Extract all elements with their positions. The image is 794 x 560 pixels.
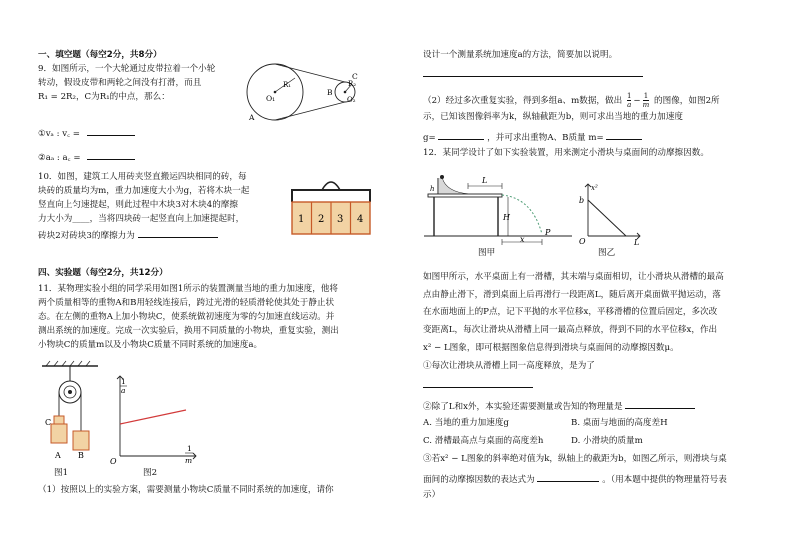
q12-sub2 [423, 399, 695, 413]
clamp-frame [292, 190, 370, 202]
q12-line6: x² − L图象，即可根据图象信息得到滑块与桌面间的动摩擦因数μ。 [423, 343, 679, 353]
q10-line4: 力大小为____，当将四块砖一起竖直向上加速提起时， [38, 214, 245, 224]
q10-blank[interactable] [138, 228, 218, 238]
q12-line1: 12．某同学设计了如下实验装置，用来测定小滑块与桌面间的动摩擦因数。 [423, 148, 709, 158]
option-a[interactable]: A. 当地的重力加速度g [423, 418, 509, 428]
origin-label: O [110, 457, 117, 466]
q10-line5 [38, 228, 218, 242]
mu-blank[interactable] [537, 472, 599, 482]
slide-table-figure [424, 166, 574, 260]
label-x: x [520, 235, 525, 244]
section-fill-title: 一、填空题（每空2分，共8分） [38, 50, 162, 60]
weight-a [51, 424, 67, 443]
graph-line [588, 200, 626, 236]
q9-line3: R₁ = 2R₂，C为R₁的中点，那么： [38, 92, 170, 102]
option-d[interactable]: D. 小滑块的质量m [571, 436, 643, 446]
table-top [428, 194, 502, 197]
fraction-2-num: 1 [643, 92, 649, 100]
q12-sub3-text: 面间的动摩擦因数的表达式为 [423, 475, 535, 485]
fraction-1-over-m [643, 92, 650, 109]
block-c [54, 416, 64, 424]
q9-answer2 [38, 150, 135, 164]
q11-part2-text-a: （2）经过多次重复实验，得到多组a、m数据，做出 [423, 96, 623, 106]
graph-x-label: L [634, 238, 640, 246]
q11-part2-m-label: ，并可求出重物A、B质量 m= [487, 133, 604, 143]
fraction-1-num: 1 [626, 92, 632, 100]
belt-top [275, 64, 345, 82]
figure-2-caption: 图2 [143, 468, 158, 478]
x-label-num: 1 [187, 444, 192, 453]
answer-line-sub1[interactable] [423, 387, 533, 388]
label-b: B [78, 451, 84, 460]
label-c: C [45, 418, 52, 427]
q10-line1: 10．如图，建筑工人用砖夹竖直搬运四块相同的砖，每 [38, 172, 247, 182]
q10-line5-text: 砖块2对砖块3的摩擦力为 [38, 231, 135, 241]
y-label-num: 1 [121, 377, 126, 386]
graph-intercept-label: b [579, 196, 585, 205]
belt-wheel-figure [240, 60, 370, 125]
graph-y-label: x² [591, 184, 598, 192]
option-b[interactable]: B. 桌面与地面的高度差H [571, 418, 668, 428]
pulley-axle [68, 390, 72, 394]
section-experiment-title: 四、实验题（每空2分，共12分） [38, 268, 168, 278]
q12-sub3-line3: 示） [423, 490, 441, 500]
q11-line4: 测出系统的加速度。完成一次实验后，换用不同质量的小物块，重复实验，测出 [38, 326, 339, 336]
label-P: P [545, 228, 551, 237]
fraction-1-over-a [627, 92, 631, 109]
sub2-blank[interactable] [625, 399, 695, 409]
label-r1: R₁ [283, 81, 292, 89]
q11-line1: 11．某物理实验小组的同学采用如图1所示的装置测量当地的重力加速度，他将 [38, 284, 338, 294]
q10-line3: 竖直向上匀速提起，则此过程中木块3对木块4的摩擦 [38, 200, 238, 210]
q11-part1-cont: 设计一个测量系统加速度a的方法，简要加以说明。 [423, 50, 618, 60]
q11-part1: （1）按照以上的实验方案，需要测量小物块C质量不同时系统的加速度，请你 [38, 485, 334, 495]
center-o1 [274, 91, 277, 94]
label-H: H [503, 213, 510, 222]
m-blank[interactable] [606, 130, 642, 140]
graph-1a-vs-1m [106, 372, 202, 468]
slider-block [440, 175, 444, 179]
q12-sub3-note: 。（用本题中提供的物理量符号表 [602, 475, 727, 485]
q12-line3: 点由静止滑下，滑到桌面上后再滑行一段距离L，随后离开桌面做平抛运动，落 [423, 290, 721, 300]
g-blank[interactable] [438, 130, 484, 140]
ceiling-hatch [46, 361, 90, 366]
label-l: L [482, 176, 488, 185]
x-label-den: m [185, 456, 193, 465]
brick-label-3: 3 [337, 214, 344, 225]
q9-line2: 转动，假设皮带和两轮之间没有打滑，而且 [38, 78, 202, 88]
graph-origin-label: O [579, 237, 586, 246]
y-label-den: a [121, 386, 126, 395]
q9-line1: 9．如图所示，一个大轮通过皮带拉着一个小轮 [38, 64, 216, 74]
center-o2 [344, 91, 347, 94]
q11-part2-g-label: g= [423, 133, 436, 143]
q12-line2: 如图甲所示，水平桌面上有一滑槽，其末端与桌面相切，让小滑块从滑槽的最高 [423, 272, 724, 282]
q9-answer1-label: ①vₐ : v꜀ = [38, 129, 80, 139]
q12-sub3-line2 [423, 472, 727, 486]
q10-line2: 块砖的质量均为m，重力加速度大小为g，若将木块一起 [38, 186, 250, 196]
q9-answer2-blank[interactable] [87, 150, 135, 160]
q12-sub3-line1: ③若x² − L图象的斜率绝对值为k，纵轴上的截距为b，如图乙所示，则滑块与桌 [423, 454, 727, 464]
q12-sub2-text: ②除了L和x外，本实验还需要测量或告知的物理量是 [423, 402, 623, 412]
label-r2: R₂ [348, 80, 357, 88]
belt-bottom [275, 102, 345, 120]
fraction-2-den: m [642, 101, 650, 109]
q12-line5: 变距离L，每次让滑块从滑槽上同一最高点释放，得到不同的水平位移x，作出 [423, 325, 718, 335]
label-a: A [249, 113, 255, 122]
q11-part2-line1: （2）经过多次重复实验，得到多组a、m数据，做出 $\frac{1}{a}$ − $\frac{1}{m}$ 的图像，如图2所 [423, 92, 720, 109]
figure-1-caption: 图1 [54, 468, 69, 478]
brick-label-1: 1 [298, 214, 305, 225]
answer-line-method[interactable] [423, 76, 643, 77]
figure-jia-caption: 图甲 [478, 248, 496, 258]
q11-line2: 两个质量相等的重物A和B用轻线连接后，跨过光滑的轻质滑轮使其处于静止状 [38, 298, 335, 308]
q9-answer1-blank[interactable] [87, 126, 135, 136]
q11-part2-line3 [423, 130, 642, 144]
data-line [120, 410, 186, 424]
q11-line3: 态。在左侧的重物A上加小物块C，使系统做初速度为零的匀加速直线运动。并 [38, 312, 335, 322]
brick-label-2: 2 [318, 214, 325, 225]
pulley-figure [38, 360, 108, 460]
option-c[interactable]: C. 滑槽最高点与桌面的高度差h [423, 436, 544, 446]
clamp-handle [322, 182, 340, 190]
q12-sub1: ①每次让滑块从滑槽上同一高度释放，是为了 [423, 361, 595, 371]
label-o2: O₂ [347, 96, 356, 104]
q11-part2-line2: 示，已知该图像斜率为k，纵轴截距为b，则可求出当地的重力加速度 [423, 112, 683, 122]
label-o1: O₁ [266, 94, 276, 103]
x2-vs-L-graph [574, 180, 644, 246]
q11-line5: 小物块C的质量m以及小物块C质量不同时系统的加速度a。 [38, 340, 263, 350]
figure-yi-caption: 图乙 [598, 248, 616, 258]
label-h: h [430, 185, 435, 193]
q12-line4: 在水面地面上的P点，记下平抛的水平位移x，平移滑槽的位置后固定，多次改 [423, 307, 718, 317]
q9-answer2-label: ②aₐ : a꜀ = [38, 153, 81, 163]
label-a: A [55, 451, 61, 460]
weight-b [73, 431, 89, 450]
q11-part2-text-b: 的图像，如图2所 [654, 96, 720, 106]
fraction-1-den: a [627, 101, 632, 109]
label-c: C [352, 72, 358, 81]
brick-label-4: 4 [357, 214, 364, 225]
q9-answer1 [38, 126, 135, 140]
brick-clamp-figure [282, 178, 378, 240]
label-b: B [327, 88, 333, 97]
